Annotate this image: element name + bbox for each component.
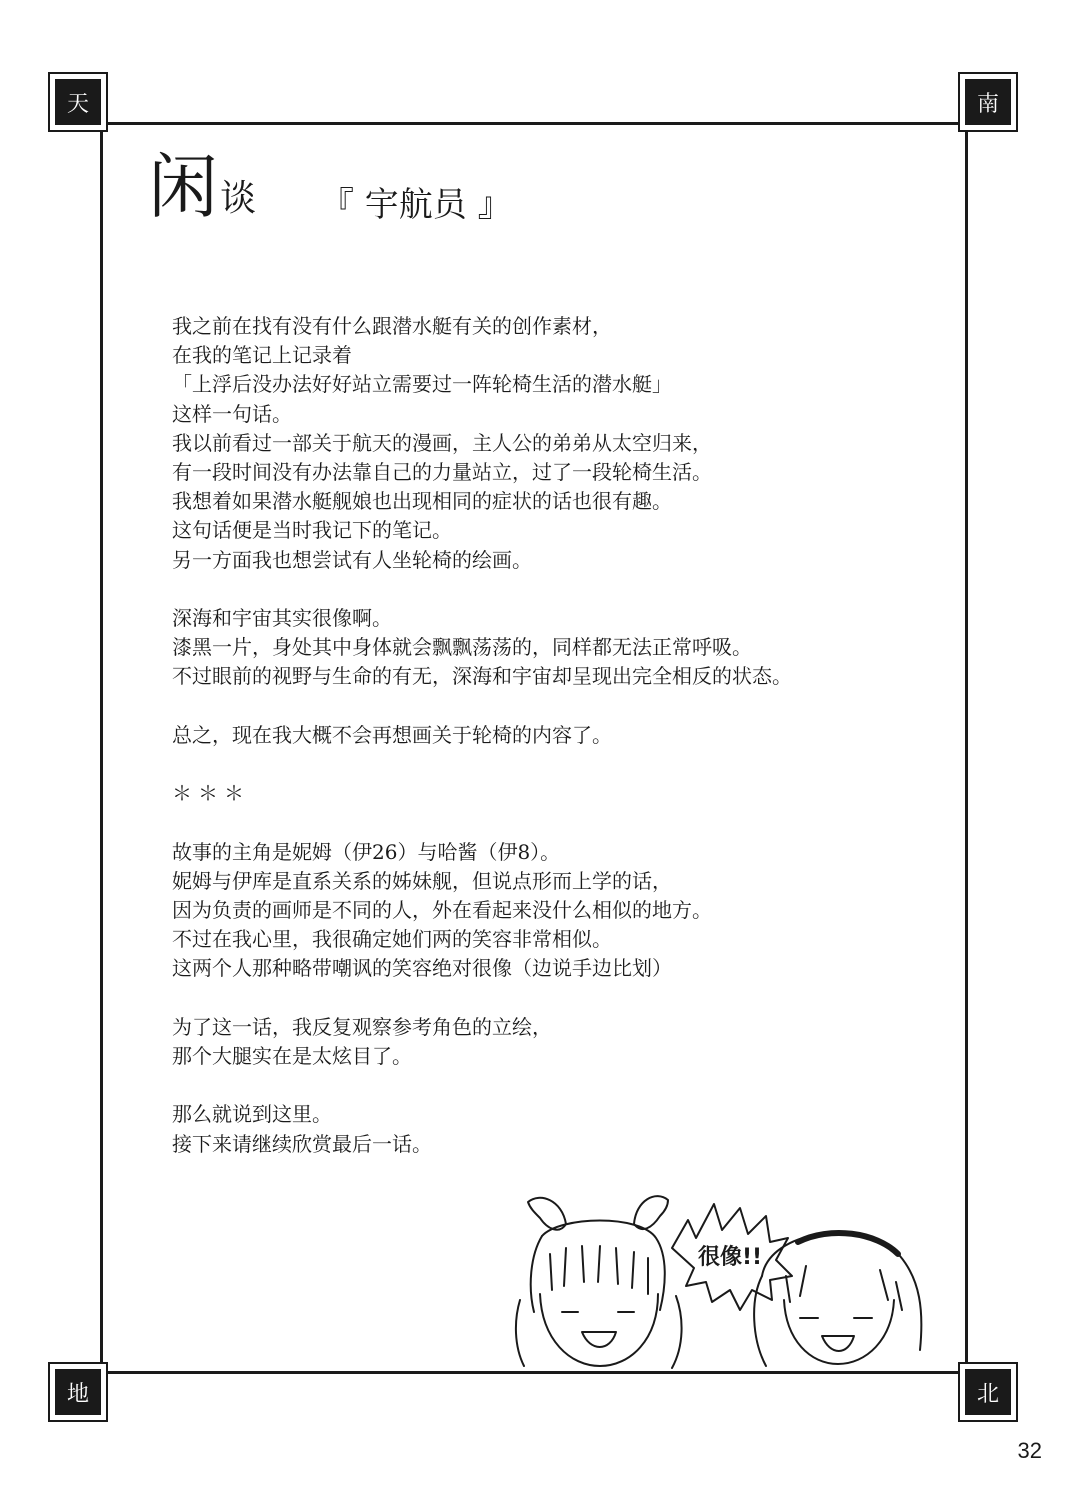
body-line: 妮姆与伊库是直系关系的姊妹舰，但说点形而上学的话， (172, 868, 672, 893)
body-line: 这样一句话。 (172, 401, 292, 426)
paragraph-gap (172, 750, 952, 779)
body-line: 「上浮后没办法好好站立需要过一阵轮椅生活的潜水艇」 (172, 372, 672, 397)
frame-top-line (100, 122, 968, 125)
corner-box-top-right (958, 72, 1018, 132)
body-line: 接下来请继续欣赏最后一话。 (172, 1131, 432, 1156)
body-line: 那么就说到这里。 (172, 1102, 332, 1127)
paragraph-gap (172, 575, 952, 604)
body-line: 因为负责的画师是不同的人，外在看起来没什么相似的地方。 (172, 898, 712, 922)
page-number: 32 (1017, 1438, 1042, 1463)
corner-label-top-right: 南 (965, 79, 1011, 125)
corner-box-top-left (48, 72, 108, 132)
corner-box-bottom-left (48, 1362, 108, 1422)
corner-label-top-left: 天 (55, 79, 101, 125)
title-small-char: 谈 (220, 178, 257, 219)
paragraph-gap (172, 808, 952, 837)
body-line: 为了这一话，我反复观察参考角色的立绘， (172, 1014, 552, 1039)
body-line: 不过眼前的视野与生命的有无，深海和宇宙却呈现出完全相反的状态。 (172, 664, 792, 689)
chibi-illustration (500, 1190, 940, 1380)
essay-body (172, 312, 952, 1159)
body-line: 在我的笔记上记录着 (172, 343, 352, 368)
body-line: 总之，现在我大概不会再想画关于轮椅的内容了。 (172, 722, 612, 747)
body-line: 另一方面我也想尝试有人坐轮椅的绘画。 (172, 547, 532, 572)
body-line: 有一段时间没有办法靠自己的力量站立，过了一段轮椅生活。 (172, 460, 712, 485)
body-line: 不过在我心里，我很确定她们两的笑容非常相似。 (172, 927, 612, 952)
title-big-char: 闲 (148, 146, 218, 228)
body-line: 我想着如果潜水艇舰娘也出现相同的症状的话也很有趣。 (172, 489, 672, 514)
frame-right-line (965, 122, 968, 1374)
body-line: ＊＊＊ (172, 781, 250, 806)
body-line: 漆黑一片，身处其中身体就会飘飘荡荡的，同样都无法正常呼吸。 (172, 635, 752, 660)
corner-label-bottom-left: 地 (55, 1369, 101, 1415)
speech-bubble-text: 很像!! (698, 1245, 763, 1270)
body-line: 我以前看过一部关于航天的漫画，主人公的弟弟从太空归来， (172, 430, 712, 455)
paragraph-gap (172, 984, 952, 1013)
corner-label-bottom-right: 北 (965, 1369, 1011, 1415)
body-line: 我之前在找有没有什么跟潜水艇有关的创作素材， (172, 314, 612, 338)
paragraph-gap (172, 1071, 952, 1100)
body-line: 那个大腿实在是太炫目了。 (172, 1044, 412, 1068)
title-subtitle: 『 宇航员 』 (320, 185, 512, 225)
body-line: 深海和宇宙其实很像啊。 (172, 606, 392, 631)
body-line: 故事的主角是妮姆（伊26）与哈酱（伊8）。 (172, 839, 561, 864)
body-line: 这句话便是当时我记下的笔记。 (172, 518, 452, 543)
paragraph-gap (172, 692, 952, 721)
corner-box-bottom-right (958, 1362, 1018, 1422)
body-line: 这两个人那种略带嘲讽的笑容绝对很像（边说手边比划） (172, 956, 672, 981)
frame-left-line (100, 122, 103, 1374)
